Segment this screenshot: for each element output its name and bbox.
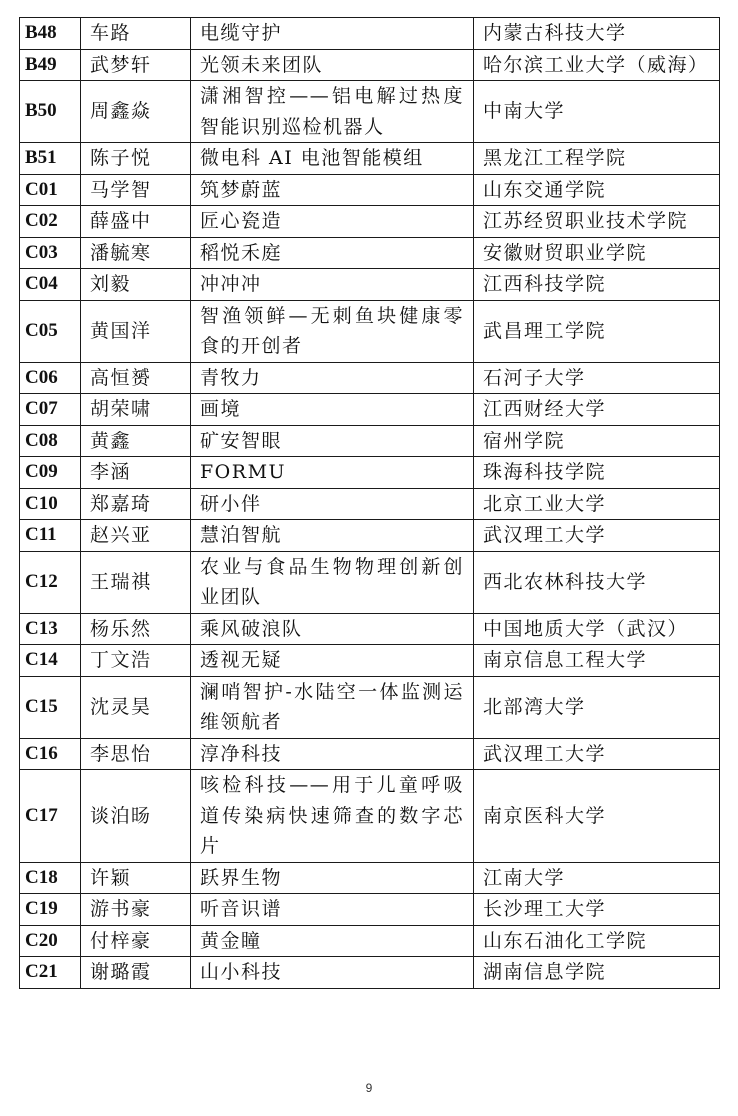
table-row (20, 520, 720, 552)
entry-id: C05 (20, 300, 81, 362)
table-row (20, 143, 720, 175)
page-number: 9 (365, 1081, 373, 1095)
entry-id: B50 (20, 81, 81, 143)
school-name: 中南大学 (474, 81, 720, 143)
team-leader-name: 车路 (81, 18, 191, 50)
table-row (20, 362, 720, 394)
table-row (20, 645, 720, 677)
table-row (20, 394, 720, 426)
table-row (20, 206, 720, 238)
project-title: 咳检科技——用于儿童呼吸道传染病快速筛查的数字芯片 (191, 770, 474, 863)
entry-id: C14 (20, 645, 81, 677)
table-row (20, 862, 720, 894)
project-title: 跃界生物 (191, 862, 474, 894)
project-title: 智渔领鲜—无刺鱼块健康零食的开创者 (191, 300, 474, 362)
project-title: 矿安智眼 (191, 425, 474, 457)
entry-id: C11 (20, 520, 81, 552)
project-title: 青牧力 (191, 362, 474, 394)
table-row (20, 676, 720, 738)
entry-id: C10 (20, 488, 81, 520)
school-name: 安徽财贸职业学院 (474, 237, 720, 269)
table-row (20, 738, 720, 770)
table-row (20, 551, 720, 613)
school-name: 中国地质大学（武汉） (474, 613, 720, 645)
table-row (20, 174, 720, 206)
team-leader-name: 沈灵昊 (81, 676, 191, 738)
project-title: 冲冲冲 (191, 269, 474, 301)
team-leader-name: 马学智 (81, 174, 191, 206)
team-leader-name: 谢璐霞 (81, 957, 191, 989)
school-name: 宿州学院 (474, 425, 720, 457)
school-name: 武汉理工大学 (474, 520, 720, 552)
school-name: 珠海科技学院 (474, 457, 720, 489)
school-name: 武昌理工学院 (474, 300, 720, 362)
school-name: 江南大学 (474, 862, 720, 894)
entry-id: B49 (20, 49, 81, 81)
team-leader-name: 潘毓寒 (81, 237, 191, 269)
school-name: 内蒙古科技大学 (474, 18, 720, 50)
project-title: 透视无疑 (191, 645, 474, 677)
entry-id: C15 (20, 676, 81, 738)
table-row (20, 770, 720, 863)
school-name: 北部湾大学 (474, 676, 720, 738)
table-row (20, 925, 720, 957)
entry-id: C07 (20, 394, 81, 426)
roster-table (19, 17, 720, 989)
team-leader-name: 赵兴亚 (81, 520, 191, 552)
entry-id: C19 (20, 894, 81, 926)
table-row (20, 237, 720, 269)
entry-id: C08 (20, 425, 81, 457)
table-row (20, 300, 720, 362)
project-title: 山小科技 (191, 957, 474, 989)
table-row (20, 18, 720, 50)
project-title: 淳净科技 (191, 738, 474, 770)
project-title: 澜哨智护-水陆空一体监测运维领航者 (191, 676, 474, 738)
table-row (20, 957, 720, 989)
school-name: 山东石油化工学院 (474, 925, 720, 957)
team-leader-name: 李思怡 (81, 738, 191, 770)
team-leader-name: 李涵 (81, 457, 191, 489)
entry-id: C13 (20, 613, 81, 645)
entry-id: C03 (20, 237, 81, 269)
entry-id: C04 (20, 269, 81, 301)
table-row (20, 81, 720, 143)
entry-id: C12 (20, 551, 81, 613)
entry-id: C02 (20, 206, 81, 238)
school-name: 江西财经大学 (474, 394, 720, 426)
school-name: 北京工业大学 (474, 488, 720, 520)
team-leader-name: 付梓豪 (81, 925, 191, 957)
school-name: 南京信息工程大学 (474, 645, 720, 677)
table-row (20, 269, 720, 301)
school-name: 江苏经贸职业技术学院 (474, 206, 720, 238)
team-leader-name: 刘毅 (81, 269, 191, 301)
school-name: 哈尔滨工业大学（威海） (474, 49, 720, 81)
team-leader-name: 黄鑫 (81, 425, 191, 457)
table-row (20, 613, 720, 645)
project-title: 光领未来团队 (191, 49, 474, 81)
team-leader-name: 王瑞祺 (81, 551, 191, 613)
team-leader-name: 周鑫焱 (81, 81, 191, 143)
table-row (20, 488, 720, 520)
team-leader-name: 许颖 (81, 862, 191, 894)
school-name: 山东交通学院 (474, 174, 720, 206)
project-title: 慧泊智航 (191, 520, 474, 552)
table-row (20, 49, 720, 81)
project-title: 稻悦禾庭 (191, 237, 474, 269)
project-title: 画境 (191, 394, 474, 426)
table-row (20, 457, 720, 489)
roster-table-body (20, 18, 720, 989)
school-name: 西北农林科技大学 (474, 551, 720, 613)
project-title: 微电科 AI 电池智能模组 (191, 143, 474, 175)
project-title: 黄金瞳 (191, 925, 474, 957)
school-name: 湖南信息学院 (474, 957, 720, 989)
school-name: 南京医科大学 (474, 770, 720, 863)
team-leader-name: 胡荣啸 (81, 394, 191, 426)
team-leader-name: 陈子悦 (81, 143, 191, 175)
table-row (20, 894, 720, 926)
team-leader-name: 黄国洋 (81, 300, 191, 362)
entry-id: C01 (20, 174, 81, 206)
team-leader-name: 谈泊旸 (81, 770, 191, 863)
team-leader-name: 游书豪 (81, 894, 191, 926)
entry-id: C18 (20, 862, 81, 894)
entry-id: C17 (20, 770, 81, 863)
project-title: 研小伴 (191, 488, 474, 520)
project-title: 匠心瓷造 (191, 206, 474, 238)
project-title: 电缆守护 (191, 18, 474, 50)
team-leader-name: 杨乐然 (81, 613, 191, 645)
entry-id: B51 (20, 143, 81, 175)
team-leader-name: 武梦轩 (81, 49, 191, 81)
team-leader-name: 丁文浩 (81, 645, 191, 677)
school-name: 武汉理工大学 (474, 738, 720, 770)
entry-id: C20 (20, 925, 81, 957)
project-title: 听音识谱 (191, 894, 474, 926)
school-name: 江西科技学院 (474, 269, 720, 301)
project-title: 筑梦蔚蓝 (191, 174, 474, 206)
school-name: 长沙理工大学 (474, 894, 720, 926)
entry-id: B48 (20, 18, 81, 50)
entry-id: C21 (20, 957, 81, 989)
entry-id: C09 (20, 457, 81, 489)
entry-id: C06 (20, 362, 81, 394)
project-title: 潇湘智控——铝电解过热度智能识别巡检机器人 (191, 81, 474, 143)
team-leader-name: 薛盛中 (81, 206, 191, 238)
entry-id: C16 (20, 738, 81, 770)
project-title: FORMU (191, 457, 474, 489)
school-name: 石河子大学 (474, 362, 720, 394)
project-title: 乘风破浪队 (191, 613, 474, 645)
table-row (20, 425, 720, 457)
project-title: 农业与食品生物物理创新创业团队 (191, 551, 474, 613)
team-leader-name: 郑嘉琦 (81, 488, 191, 520)
school-name: 黑龙江工程学院 (474, 143, 720, 175)
team-leader-name: 高恒赟 (81, 362, 191, 394)
